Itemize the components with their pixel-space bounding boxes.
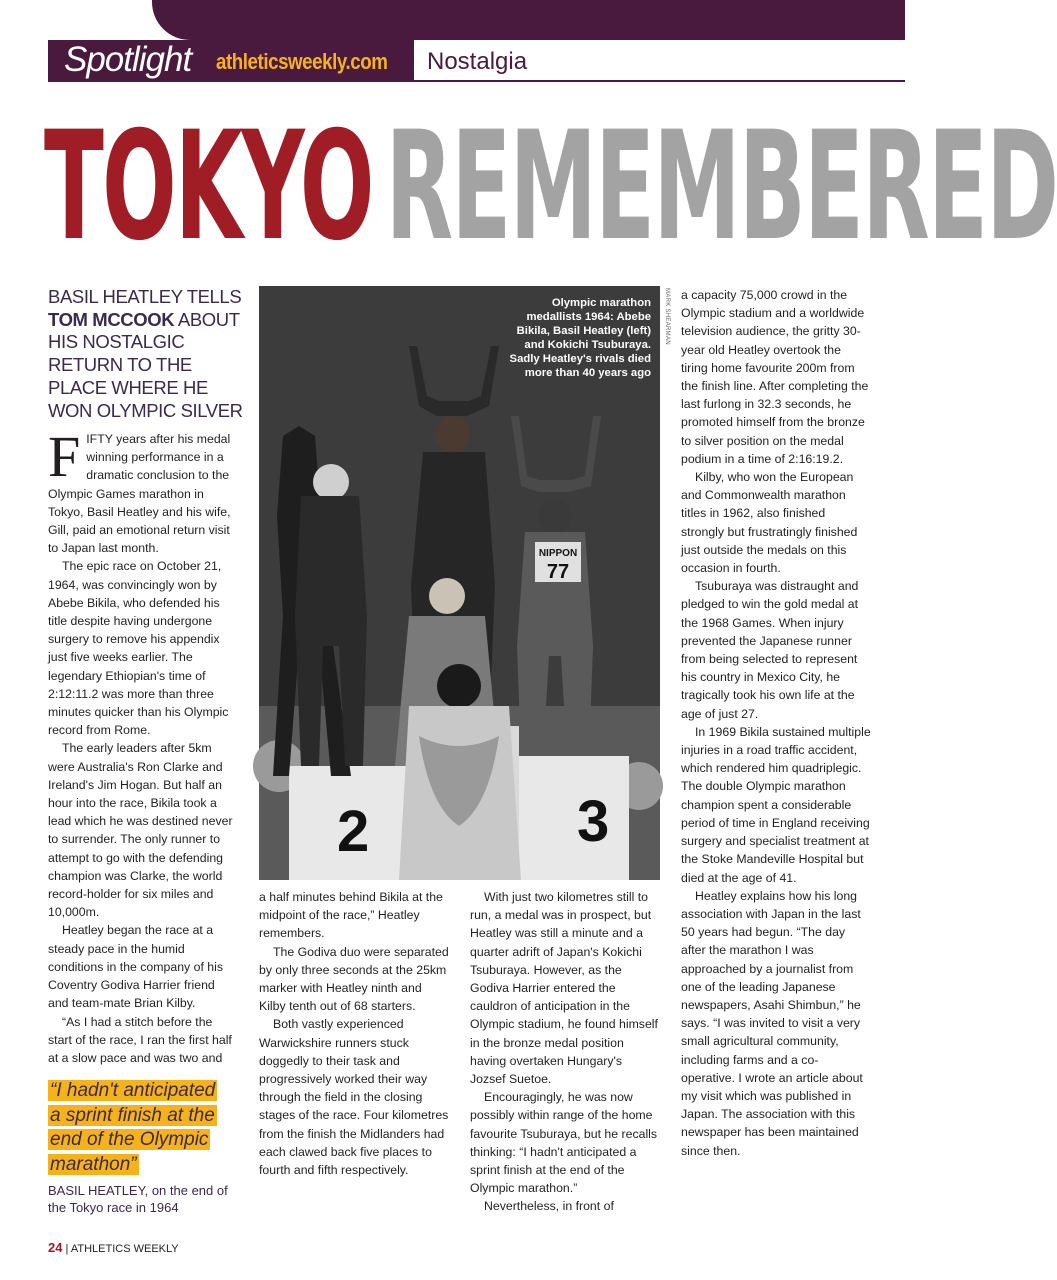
headline-word-remembered: REMEMBERED (385, 100, 1057, 274)
standfirst-post: ABOUT HIS NOSTALGIC RETURN TO THE PLACE WHERE HE WON OLYMPIC SILVER (48, 308, 243, 421)
headline-word-tokyo: TOKYO (44, 100, 373, 274)
publication-name: ATHLETICS WEEKLY (70, 1243, 179, 1255)
paragraph: “As I had a stitch before the start of the race, I ran the first half at a slow pace and was two and (48, 1014, 232, 1065)
figure-tsuburaya-head (538, 499, 572, 533)
paragraph: With just two kilometres still to run, a medal was in prospect, but Heatley was still a minute and a quarter adrift of Japan's Kokichi Tsuburaya. However, as the Godiva Harrier entered the cauldron of anticipation in the Olympic stadium, he found himself in the bronze medal position having overtaken Hungary's Jozsef Suetoe. (470, 890, 658, 1087)
paragraph: The Godiva duo were separated by only three seconds at the 25km marker with Heatley ninth and Kilby tenth out of 68 starters. (259, 944, 449, 1014)
pull-quote-attribution-rest: , on the end of the Tokyo race in 1964 (48, 1183, 228, 1215)
paragraph: The early leaders after 5km were Australia's Ron Clarke and Ireland's Jim Hogan. But half an hour into the race, Bikila took a lead which he was destined never to surrender. The only runner to attempt to go with the defending champion was Clarke, the world record-holder for six miles and 10,000m. (48, 741, 233, 920)
paragraph: Heatley explains how his long association with Japan in the last 50 years had begun. “The day after the marathon I was approached by a journalist from one of the leading Japanese newspapers, Asahi Shimbun,” he says. “I was invited to visit a very small agricultural community, including farms and a co-operative. I wrote an article about my visit which was published in Japan. The association with this newspaper has been maintained since then. (681, 888, 863, 1158)
figure-bikila-head (435, 416, 471, 452)
pull-quote-line: marathon” (50, 1153, 137, 1175)
bib-text: NIPPON (538, 548, 578, 559)
photo-caption: Olympic marathon medallists 1964: Abebe Bikila, Basil Heatley (left) and Kokichi Tsuburaya. Sadly Heatley's rivals died more than 40 years ago (509, 297, 651, 379)
header-tab-shape (152, 0, 905, 40)
site-url[interactable]: athleticsweekly.com (216, 49, 388, 74)
article-column-4 (681, 286, 871, 1160)
pull-quote-line: “I hadn't anticipated (50, 1080, 216, 1101)
page-footer (48, 1240, 179, 1255)
pull-quote-line: end of the Olympic (50, 1129, 209, 1150)
article-column-3 (470, 888, 660, 1216)
article-column-2 (259, 888, 451, 1179)
standfirst-author: TOM MCCOOK (48, 308, 175, 330)
paragraph: Tsuburaya was distraught and pledged to win the gold medal at the 1968 Games. When injury prevented the Japanese runner from being selected to represent his country in Mexico City, he tragically took his own life at the age of just 27. (681, 579, 859, 721)
kimono-woman-head (437, 664, 481, 708)
page-number: 24 (48, 1240, 63, 1255)
podium-number-2: 2 (337, 799, 370, 864)
spotlight-label: Spotlight (64, 40, 192, 79)
headline (44, 100, 1057, 274)
paragraph: Kilby, who won the European and Commonwealth marathon titles in 1962, also finished strongly but frustratingly finished just outside the medals on this occasion in fourth. (681, 470, 858, 576)
header-rule (48, 80, 905, 82)
paragraph: Encouragingly, he was now possibly within range of the home favourite Tsuburaya, but he recalls thinking: “I hadn't anticipated a sprint finish at the end of the Olympic marathon.” (470, 1090, 658, 1196)
pull-quote-attribution (48, 1182, 238, 1216)
paragraph: a capacity 75,000 crowd in the Olympic stadium and a worldwide television audience, the gritty 30-year old Heatley overtook the tiring home favourite 200m from the finish line. After completing the last furlong in 32.3 seconds, he promoted himself from the bronze to silver position on the medal podium in a time of 2:16:19.2. (681, 288, 869, 466)
section-label: Nostalgia (427, 48, 528, 75)
medallists-photo (259, 286, 660, 880)
article-column-1 (48, 424, 238, 1067)
pull-quote-line: a sprint finish at the (50, 1104, 215, 1126)
podium-number-3: 3 (577, 789, 610, 854)
figure-heatley-head (313, 464, 349, 500)
pull-quote-attribution-name: BASIL HEATLEY (48, 1183, 145, 1198)
paragraph: Nevertheless, in front of (484, 1199, 614, 1214)
paragraph: Both vastly experienced Warwickshire runners stuck doggedly to their task and progressively worked their way through the field in the closing stages of the race. Four kilometres from the finish the Midlanders had each clawed back five places to fourth and fifth respectively. (259, 1017, 449, 1178)
bib-number: 77 (546, 561, 570, 583)
paragraph: IFTY years after his medal winning performance in a dramatic conclusion to the Olympic Games marathon in Tokyo, Basil Heatley and his wife, Gill, paid an emotional return visit to Japan last month. (48, 432, 231, 556)
photo-credit: MARK SHEARMAN (664, 288, 670, 345)
standfirst-pre: BASIL HEATLEY TELLS (48, 286, 242, 307)
paragraph: In 1969 Bikila sustained multiple injuries in a road traffic accident, which rendered him quadriplegic. The double Olympic marathon champion spent a considerable period of time in England receiving surgery and specialist treatment at the Stoke Mandeville Hospital but died at the age of 41. (681, 724, 871, 885)
paragraph: The epic race on October 21, 1964, was convincingly won by Abebe Bikila, who defended his title despite having undergone surgery to remove his appendix just five weeks earlier. The legendary Ethiopian's time of 2:12:11.2 was more than three minutes quicker than his Olympic record from Rome. (48, 559, 229, 738)
footer-separator: | (65, 1243, 69, 1255)
pull-quote (48, 1079, 224, 1177)
official-head (429, 578, 465, 614)
paragraph: Heatley began the race at a steady pace in the humid conditions in the company of his Coventry Godiva Harrier friend and team-mate Brian Kilby. (48, 923, 223, 1011)
drop-cap: F (48, 424, 81, 489)
paragraph: a half minutes behind Bikila at the midpoint of the race,” Heatley remembers. (259, 890, 443, 941)
standfirst (48, 286, 248, 422)
